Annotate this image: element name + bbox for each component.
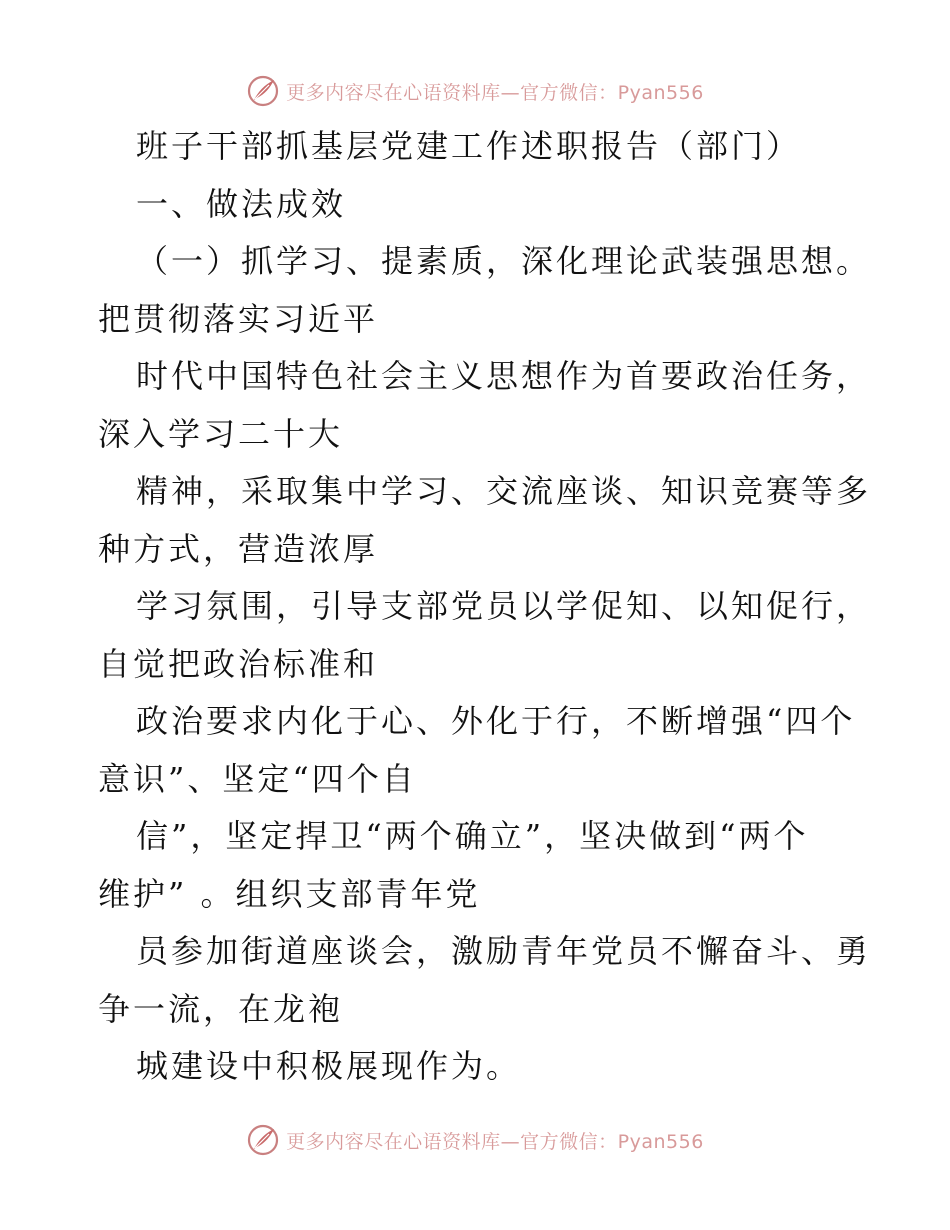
header-watermark (0, 71, 950, 111)
paragraph-line: 维护” 。组织支部青年党 (98, 874, 481, 913)
feather-logo-icon (246, 1123, 280, 1157)
footer-watermark (0, 1120, 950, 1160)
paragraph-line: 员参加街道座谈会，激励青年党员不懈奋斗、勇 (136, 932, 872, 970)
document-title: 班子干部抓基层党建工作述职报告（部门） (136, 127, 802, 165)
paragraph-line: 种方式，营造浓厚 (98, 529, 379, 568)
paragraph-line: 精神，采取集中学习、交流座谈、知识竞赛等多 (136, 472, 872, 510)
section-heading: 一、做法成效 (136, 184, 347, 223)
paragraph-line: 学习氛围，引导支部党员以学促知、以知促行， (136, 587, 872, 625)
paragraph-line: 自觉把政治标准和 (98, 644, 379, 683)
paragraph-line: 时代中国特色社会主义思想作为首要政治任务， (136, 357, 872, 395)
document-body (98, 118, 872, 1096)
paragraph-line: 深入学习二十大 (98, 414, 344, 453)
paragraph-line: 信”，坚定捍卫“两个确立”，坚决做到“两个 (136, 817, 809, 855)
paragraph-line: 争一流，在龙袍 (98, 989, 344, 1028)
paragraph-line: 政治要求内化于心、外化于行，不断增强“四个 (136, 702, 856, 740)
paragraph-line: 意识”、坚定“四个自 (98, 759, 417, 798)
watermark-text: 更多内容尽在心语资料库—官方微信：Pyan556 (286, 1130, 704, 1153)
paragraph-line: 把贯彻落实习近平 (98, 299, 379, 338)
subsection-heading: （一）抓学习、提素质，深化理论武装强思想。 (136, 242, 872, 280)
watermark-text: 更多内容尽在心语资料库—官方微信：Pyan556 (286, 81, 704, 104)
feather-logo-icon (246, 74, 280, 108)
paragraph-line: 城建设中积极展现作为。 (136, 1047, 522, 1085)
